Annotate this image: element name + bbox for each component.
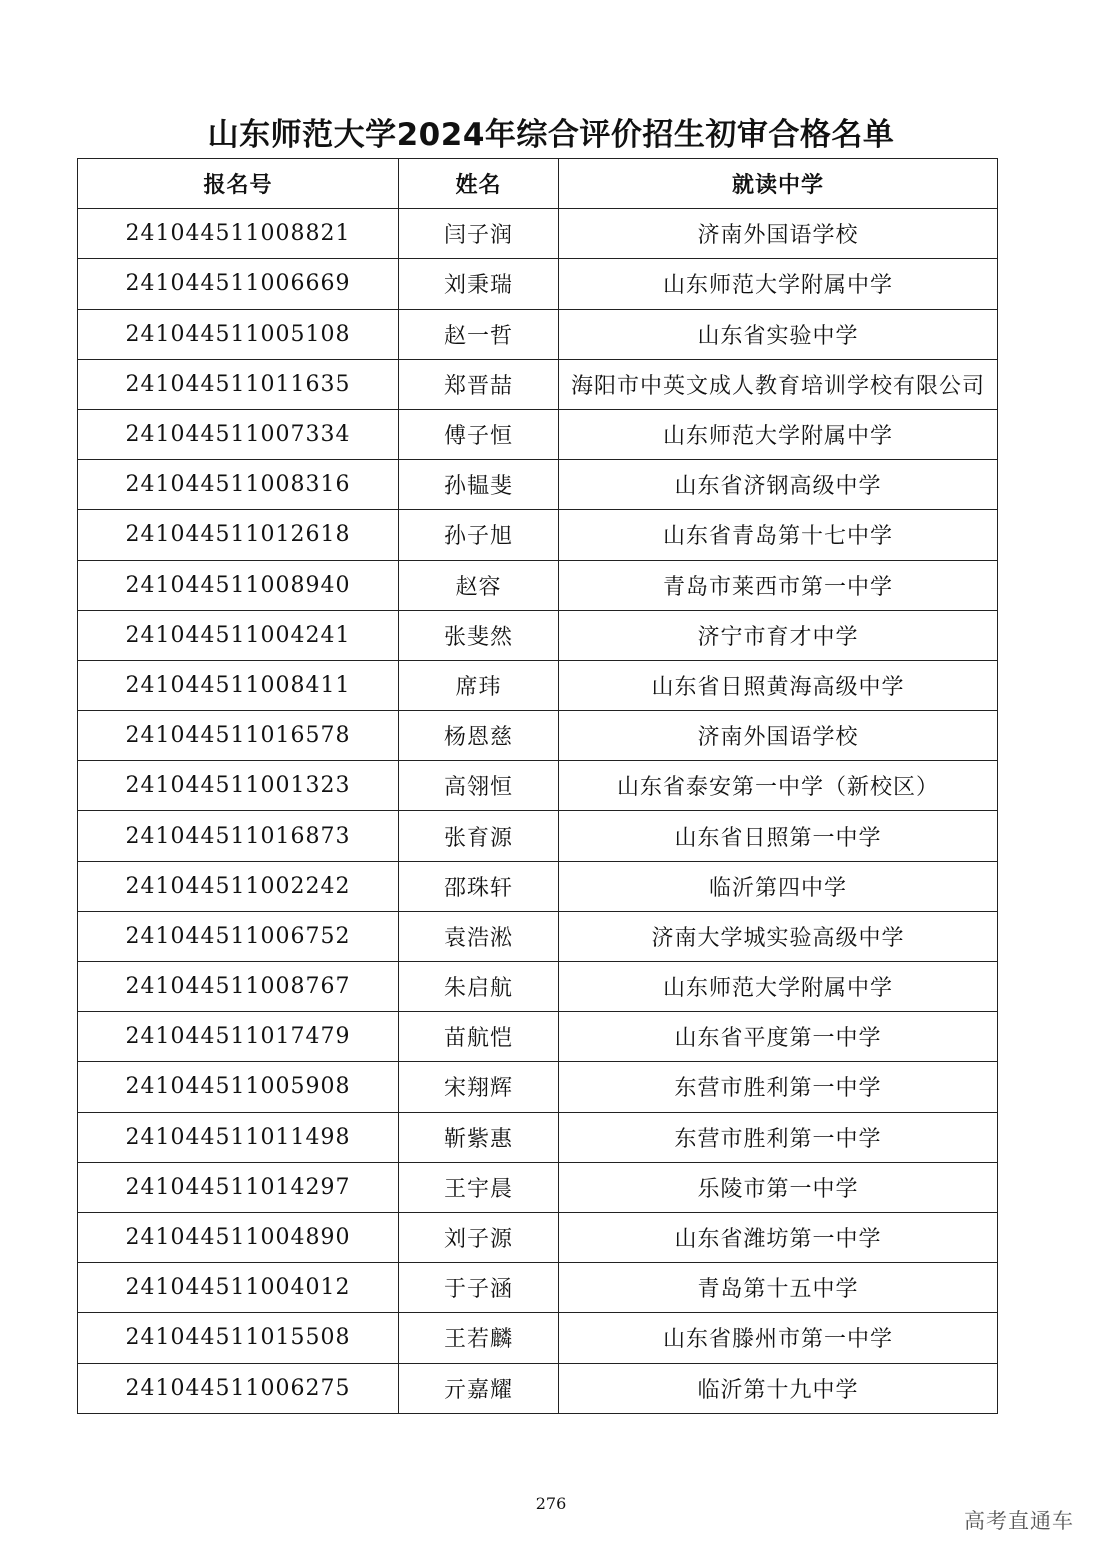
registration-number-cell: 241044511016578: [78, 711, 399, 761]
registration-number-cell: 241044511005108: [78, 309, 399, 359]
school-name-cell: 山东省滕州市第一中学: [559, 1313, 998, 1363]
registration-number-cell: 241044511004890: [78, 1212, 399, 1262]
registration-number-cell: 241044511007334: [78, 409, 399, 459]
table-row: [78, 711, 998, 761]
student-name-cell: 闫子润: [399, 209, 559, 259]
registration-number-cell: 241044511014297: [78, 1162, 399, 1212]
registration-number-cell: 241044511017479: [78, 1012, 399, 1062]
school-name-cell: 东营市胜利第一中学: [559, 1062, 998, 1112]
student-name-cell: 苗航恺: [399, 1012, 559, 1062]
school-name-cell: 青岛第十五中学: [559, 1263, 998, 1313]
student-name-cell: 朱启航: [399, 962, 559, 1012]
registration-number-cell: 241044511008316: [78, 460, 399, 510]
table-row: [78, 1062, 998, 1112]
school-name-cell: 东营市胜利第一中学: [559, 1112, 998, 1162]
school-name-cell: 山东师范大学附属中学: [559, 259, 998, 309]
student-name-cell: 刘子源: [399, 1212, 559, 1262]
table-row: [78, 660, 998, 710]
school-name-cell: 青岛市莱西市第一中学: [559, 560, 998, 610]
table-row: [78, 761, 998, 811]
school-name-cell: 乐陵市第一中学: [559, 1162, 998, 1212]
student-name-cell: 孙韫斐: [399, 460, 559, 510]
school-name-cell: 临沂第四中学: [559, 861, 998, 911]
school-name-cell: 山东师范大学附属中学: [559, 962, 998, 1012]
page-number: 276: [535, 1494, 567, 1513]
admission-list-table: [77, 158, 998, 1414]
watermark-text: 高考直通车: [964, 1509, 1074, 1533]
student-name-cell: 杨恩慈: [399, 711, 559, 761]
student-name-cell: 张育源: [399, 811, 559, 861]
table-row: [78, 510, 998, 560]
school-name-cell: 山东省青岛第十七中学: [559, 510, 998, 560]
registration-number-cell: 241044511012618: [78, 510, 399, 560]
student-name-cell: 傅子恒: [399, 409, 559, 459]
student-name-cell: 赵容: [399, 560, 559, 610]
student-name-cell: 袁浩淞: [399, 911, 559, 961]
table-row: [78, 861, 998, 911]
school-name-cell: 山东省日照黄海高级中学: [559, 660, 998, 710]
table-row: [78, 1212, 998, 1262]
school-name-cell: 山东省平度第一中学: [559, 1012, 998, 1062]
student-name-cell: 张斐然: [399, 610, 559, 660]
school-name-cell: 山东省日照第一中学: [559, 811, 998, 861]
school-name-cell: 山东省实验中学: [559, 309, 998, 359]
registration-number-cell: 241044511016873: [78, 811, 399, 861]
registration-number-cell: 241044511015508: [78, 1313, 399, 1363]
table-row: [78, 1162, 998, 1212]
registration-number-cell: 241044511004012: [78, 1263, 399, 1313]
student-name-cell: 亓嘉耀: [399, 1363, 559, 1413]
student-name-cell: 王宇晨: [399, 1162, 559, 1212]
registration-number-cell: 241044511002242: [78, 861, 399, 911]
registration-number-cell: 241044511006669: [78, 259, 399, 309]
registration-number-cell: 241044511008821: [78, 209, 399, 259]
student-name-cell: 宋翔辉: [399, 1062, 559, 1112]
registration-number-cell: 241044511005908: [78, 1062, 399, 1112]
table-body: [78, 209, 998, 1414]
table-row: [78, 209, 998, 259]
table-row: [78, 259, 998, 309]
header-school: 就读中学: [559, 159, 998, 209]
table-row: [78, 1263, 998, 1313]
table-row: [78, 610, 998, 660]
student-name-cell: 于子涵: [399, 1263, 559, 1313]
school-name-cell: 山东省潍坊第一中学: [559, 1212, 998, 1262]
student-name-cell: 邵珠轩: [399, 861, 559, 911]
school-name-cell: 山东省泰安第一中学（新校区）: [559, 761, 998, 811]
header-registration-number: 报名号: [78, 159, 399, 209]
school-name-cell: 济南大学城实验高级中学: [559, 911, 998, 961]
student-name-cell: 王若麟: [399, 1313, 559, 1363]
school-name-cell: 山东师范大学附属中学: [559, 409, 998, 459]
student-name-cell: 高翎恒: [399, 761, 559, 811]
registration-number-cell: 241044511008411: [78, 660, 399, 710]
table-header-row: [78, 159, 998, 209]
header-name: 姓名: [399, 159, 559, 209]
school-name-cell: 济宁市育才中学: [559, 610, 998, 660]
student-name-cell: 席玮: [399, 660, 559, 710]
student-name-cell: 刘秉瑞: [399, 259, 559, 309]
student-name-cell: 郑晋喆: [399, 359, 559, 409]
registration-number-cell: 241044511006752: [78, 911, 399, 961]
table-row: [78, 359, 998, 409]
registration-number-cell: 241044511004241: [78, 610, 399, 660]
table-row: [78, 560, 998, 610]
registration-number-cell: 241044511008767: [78, 962, 399, 1012]
student-name-cell: 孙子旭: [399, 510, 559, 560]
table-row: [78, 1112, 998, 1162]
registration-number-cell: 241044511001323: [78, 761, 399, 811]
registration-number-cell: 241044511006275: [78, 1363, 399, 1413]
school-name-cell: 山东省济钢高级中学: [559, 460, 998, 510]
table-row: [78, 1012, 998, 1062]
table-row: [78, 1363, 998, 1413]
student-name-cell: 靳紫惠: [399, 1112, 559, 1162]
table-row: [78, 460, 998, 510]
school-name-cell: 临沂第十九中学: [559, 1363, 998, 1413]
school-name-cell: 济南外国语学校: [559, 711, 998, 761]
table-row: [78, 409, 998, 459]
registration-number-cell: 241044511008940: [78, 560, 399, 610]
table-row: [78, 962, 998, 1012]
table-row: [78, 309, 998, 359]
table-row: [78, 1313, 998, 1363]
student-name-cell: 赵一哲: [399, 309, 559, 359]
table-row: [78, 811, 998, 861]
table-row: [78, 911, 998, 961]
page-title: 山东师范大学2024年综合评价招生初审合格名单: [207, 117, 895, 153]
registration-number-cell: 241044511011635: [78, 359, 399, 409]
registration-number-cell: 241044511011498: [78, 1112, 399, 1162]
school-name-cell: 济南外国语学校: [559, 209, 998, 259]
school-name-cell: 海阳市中英文成人教育培训学校有限公司: [559, 359, 998, 409]
